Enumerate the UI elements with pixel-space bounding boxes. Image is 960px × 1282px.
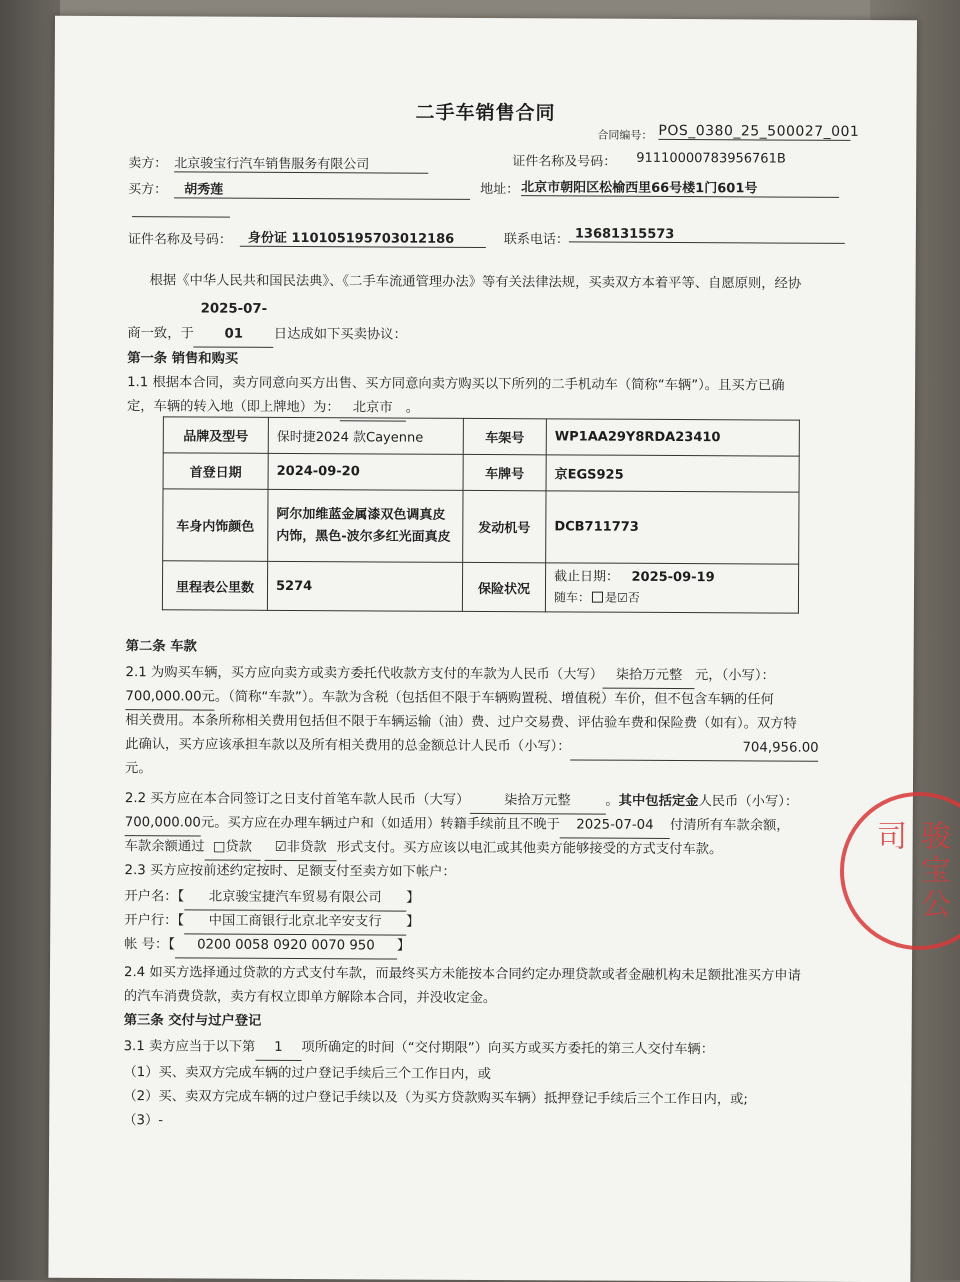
buyer	[174, 178, 470, 200]
delivery-option-3: （3）-	[123, 1113, 164, 1129]
address-value: 北京市朝阳区松榆西里66号楼1门601号	[521, 176, 839, 198]
vin-value: WP1AA29Y8RDA23410	[546, 419, 799, 456]
intro-line-1: 根据《中华人民共和国民法典》、《二手车流通管理办法》等有关法律法规，买卖双方本着平等、自愿原则，经协	[149, 273, 802, 292]
article-2-1-text-a: 2.1 为购买车辆，买方应向卖方或卖方委托代收款方支付的车款为人民币（大写）	[125, 665, 604, 683]
article-2-1-text-c: 。（简称“车款”）。车款为含税（包括但不限于车辆购置税、增值税）车价，但不包含车辆的任何	[214, 689, 774, 708]
seller-value: 北京骏宝行汽车销售服务有限公司	[174, 152, 428, 173]
article-1-title: 第一条 销售和购买	[127, 351, 239, 367]
intro-text-b: 日达成如下买卖协议：	[273, 326, 407, 343]
odometer-label: 里程表公里数	[162, 561, 267, 611]
insurance-yes-label: 是	[604, 590, 618, 605]
article-2-1-line-c: 相关费用。本条所称相关费用包括但不限于车辆运输（油）费、过户交易费、评估验车费和保险费（如有）。双方特	[125, 713, 797, 732]
seller-label: 卖方：	[128, 156, 168, 172]
engine-label: 发动机号	[463, 490, 546, 562]
insurance-no-label: 否	[627, 590, 640, 605]
registration-date-value: 2024-09-20	[268, 453, 463, 490]
price-in-words: 柒拾万元整	[603, 663, 695, 689]
vehicle-table	[162, 416, 800, 613]
article-3-1	[124, 1034, 715, 1063]
buyer-id-value: 身份证 110105195703012186	[240, 227, 486, 248]
deposit-amount: 700,000.00	[125, 810, 201, 836]
article-3-title: 第三条 交付与过户登记	[123, 1013, 262, 1029]
buyer-id-label: 证件名称及号码：	[127, 232, 232, 248]
contract-no-value: POS_0380_25_500027_001	[658, 122, 860, 140]
intro-line-2	[127, 296, 407, 348]
article-2-2-text-c: 人民币（小写）：	[698, 794, 799, 810]
address-label: 地址：	[480, 181, 520, 198]
insurance-no-checkbox-checked[interactable]: ☑	[616, 590, 628, 605]
insurance-date-label: 截止日期：	[554, 569, 620, 585]
buyer-label: 买方：	[128, 182, 168, 198]
table-row	[163, 453, 799, 492]
color-value: 阿尔加维蓝金属漆双色调真皮内饰，黑色-波尔多红光面真皮	[268, 489, 463, 562]
phone	[569, 226, 845, 243]
address-continuation-line	[132, 216, 230, 218]
insurance-follow-label: 随车：	[553, 590, 591, 605]
buyer-id	[240, 227, 486, 248]
article-2-1-text-e: 此确认，买方应该承担车款以及所有相关费用的总金额总计人民币（小写）：	[125, 737, 571, 755]
account-number: 0200 0058 0920 0070 950	[175, 932, 397, 959]
delivery-option-1: （1）买、卖双方完成车辆的过户登记手续后三个工作日内，或	[123, 1065, 491, 1083]
article-2-3: 2.3 买方应按前述约定按时、足额支付至卖方如下帐户：	[124, 863, 456, 880]
article-1-1-line-a: 1.1 根据本合同，卖方同意向买方出售、买方同意向卖方购买以下所列的二手机动车（简称“车辆”）。且买方已确	[127, 375, 785, 394]
table-row	[163, 417, 799, 456]
contract-paper	[48, 16, 917, 1282]
non-loan-checkbox-checked[interactable]: ☑非贷款	[265, 835, 337, 861]
odometer-value: 5274	[267, 561, 462, 611]
article-2-1-text-b: 元，（小写）：	[694, 668, 775, 684]
seller-id: 91110000783956761B	[636, 150, 786, 167]
buyer-value: 胡秀莲	[174, 178, 470, 200]
account-name-label: 开户名：	[124, 889, 178, 905]
table-row	[163, 489, 799, 564]
article-2-2-text-a: 2.2 买方应在本合同签订之日支付首笔车款人民币（大写）	[124, 791, 470, 808]
engine-value: DCB711773	[546, 491, 799, 564]
transfer-city: 北京市	[340, 395, 406, 421]
insurance-yes-checkbox[interactable]	[592, 592, 603, 603]
first-payment-in-words: 柒拾万元整	[469, 788, 605, 815]
registration-date-label: 首登日期	[163, 453, 268, 490]
insurance-date-row	[554, 567, 790, 588]
intro-text-a: 商一致，于	[127, 326, 194, 342]
insurance-follow-row	[554, 587, 790, 608]
insurance-label: 保险状况	[462, 562, 545, 611]
vin-label: 车架号	[463, 418, 546, 454]
article-2-2-text-e: 付清所有车款余额，	[669, 817, 790, 834]
total-amount: 704,956.00	[571, 734, 819, 761]
insurance-date: 2025-09-19	[631, 569, 715, 586]
table-row	[162, 561, 798, 613]
article-1-1-text: 定，车辆的转入地（即上牌地）为：	[126, 399, 340, 416]
article-1-1-end: 。	[405, 400, 420, 416]
article-2-1-line-d	[125, 732, 819, 762]
brand-value: 保时捷2024 款Cayenne	[268, 417, 463, 454]
color-label: 车身内饰颜色	[163, 489, 268, 562]
phone-label: 联系电话：	[503, 232, 569, 248]
account-bank-row: 开户行：【 中国工商银行北京北辛安支行 】	[124, 908, 419, 936]
company-seal-stamp: 骏宝公司	[840, 792, 960, 950]
contract-no-label: 合同编号：	[597, 128, 653, 142]
document-title: 二手车销售合同	[415, 101, 556, 125]
address	[521, 176, 839, 198]
account-bank: 中国工商银行北京北辛安支行	[184, 908, 406, 935]
loan-checkbox[interactable]: □贷款	[204, 835, 260, 861]
contract-no	[658, 122, 860, 141]
brand-label: 品牌及型号	[163, 417, 268, 454]
article-2-title: 第二条 车款	[125, 639, 197, 655]
delivery-option-number: 1	[255, 1035, 301, 1061]
seller-id-label: 证件名称及号码：	[512, 154, 617, 170]
article-2-4-line-b: 的汽车消费贷款，卖方有权立即单方解除本合同，并没收定金。	[123, 989, 497, 1007]
delivery-option-2: （2）买、卖双方完成车辆的过户登记手续以及（为买方贷款购买车辆）抵押登记手续后三个工作日内，或;	[123, 1089, 748, 1108]
article-2-4-line-a: 2.4 如买方选择通过贷款的方式支付车款，而最终买方未能按本合同约定办理贷款或者金融机构未足额批准买方申请	[123, 965, 801, 984]
plate-value: 京EGS925	[546, 455, 799, 492]
balance-due-date: 2025-07-04	[560, 812, 670, 839]
article-3-1-text-a: 3.1 卖方应当于以下第	[123, 1039, 256, 1055]
article-2-2-text-f: 车款余额通过	[124, 839, 205, 855]
article-2-1-line-e: 元。	[125, 761, 152, 777]
account-name: 北京骏宝捷汽车贸易有限公司	[184, 884, 406, 911]
account-name-row: 开户名：【 北京骏宝捷汽车贸易有限公司 】	[124, 884, 419, 912]
insurance-value	[545, 563, 798, 613]
article-3-1-text-b: 项所确定的时间（“交付期限”）向买方或买方委托的第三人交付车辆：	[301, 1040, 715, 1058]
account-number-row: 帐 号：【 0200 0058 0920 0070 950 】	[124, 932, 410, 959]
account-number-label: 帐 号：	[124, 937, 169, 953]
article-2-2-text-g: 形式支付。买方应该以电汇或其他卖方能够接受的方式支付车款。	[336, 840, 723, 858]
article-2-2-text-b: 。	[605, 793, 619, 809]
plate-label: 车牌号	[463, 454, 546, 490]
seller	[174, 152, 428, 173]
phone-value: 13681315573	[569, 226, 845, 243]
article-2-2-text-d: 元。买方应在办理车辆过户和（如适用）转籍手续前且不晚于	[200, 815, 560, 833]
deposit-included-text: 其中包括定金	[618, 793, 699, 810]
price-in-figures: 700,000.00元	[125, 684, 215, 710]
intro-date: 2025-07-01	[194, 296, 274, 347]
account-bank-label: 开户行：	[124, 913, 178, 929]
